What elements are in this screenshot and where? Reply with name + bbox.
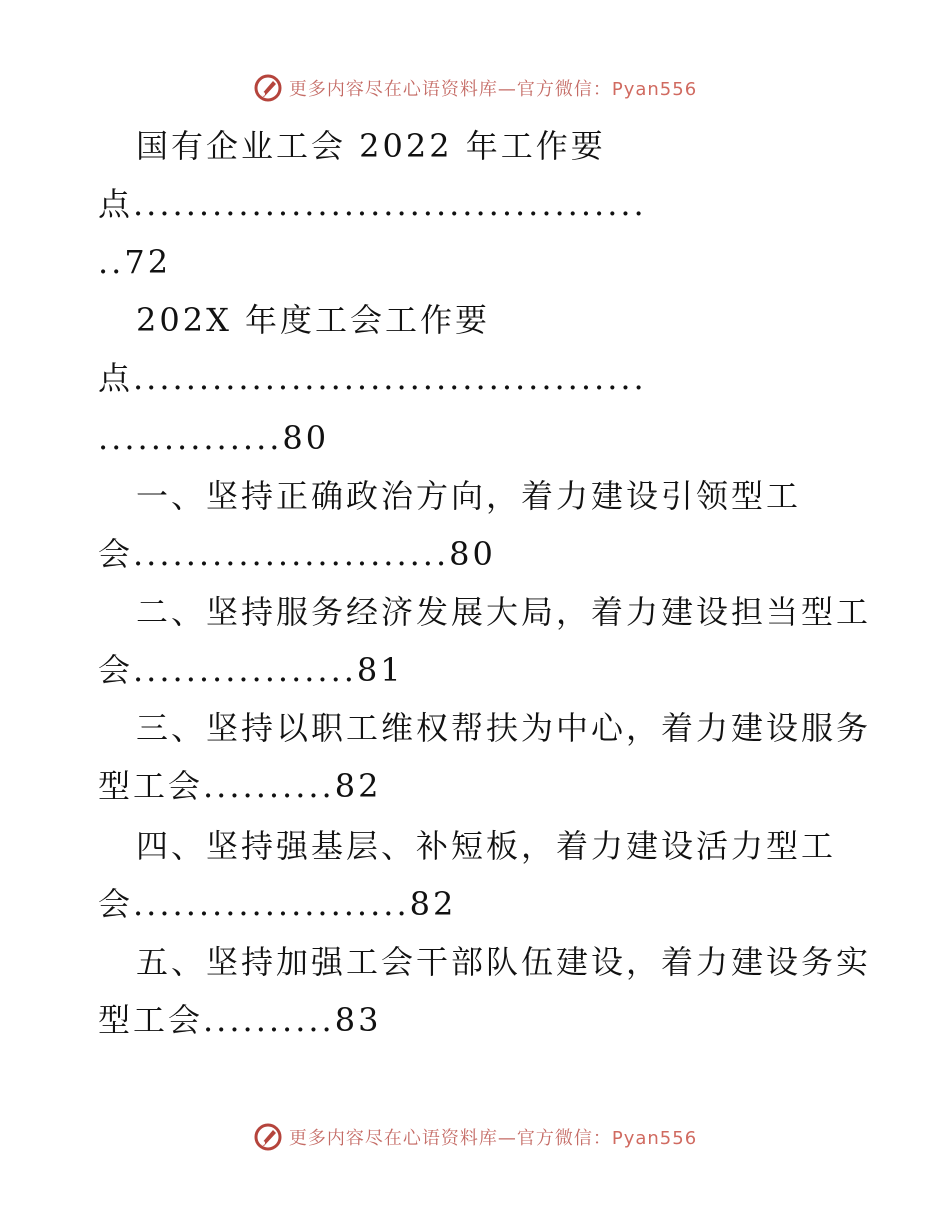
- toc-entry-title-3: 一、坚持正确政治方向，着力建设引领型工: [136, 477, 802, 515]
- toc-entry-page-1: ..72: [98, 243, 172, 281]
- toc-entry-title-4: 二、坚持服务经济发展大局，着力建设担当型工: [136, 593, 872, 631]
- watermark-text: 更多内容尽在心语资料库—官方微信：Pyan556: [288, 79, 698, 100]
- header-watermark: [0, 73, 950, 103]
- toc-entry-page-7: 型工会..........83: [98, 1001, 382, 1039]
- toc-entry-title-7: 五、坚持加强工会干部队伍建设，着力建设务实: [136, 943, 872, 981]
- toc-entry-leader-2: 点.......................................: [98, 359, 647, 397]
- footer-watermark: [0, 1122, 950, 1152]
- toc-entry-page-3: 会........................80: [98, 535, 496, 573]
- toc-entry-page-6: 会.....................82: [98, 885, 457, 923]
- toc-entry-title-2: 202X 年度工会工作要: [136, 301, 491, 339]
- toc-entry-page-2: ..............80: [98, 419, 330, 457]
- toc-entry-title-5: 三、坚持以职工维权帮扶为中心，着力建设服务: [136, 709, 872, 747]
- toc-entry-page-4: 会.................81: [98, 651, 404, 689]
- toc-entry-title-6: 四、坚持强基层、补短板，着力建设活力型工: [136, 827, 837, 865]
- toc-entry-page-5: 型工会..........82: [98, 767, 382, 805]
- toc-entry-leader-1: 点.......................................: [98, 185, 647, 223]
- pen-logo-icon: [253, 73, 283, 103]
- toc-entry-title-1: 国有企业工会 2022 年工作要: [136, 127, 606, 165]
- watermark-text: 更多内容尽在心语资料库—官方微信：Pyan556: [288, 1128, 698, 1149]
- pen-logo-icon: [253, 1122, 283, 1152]
